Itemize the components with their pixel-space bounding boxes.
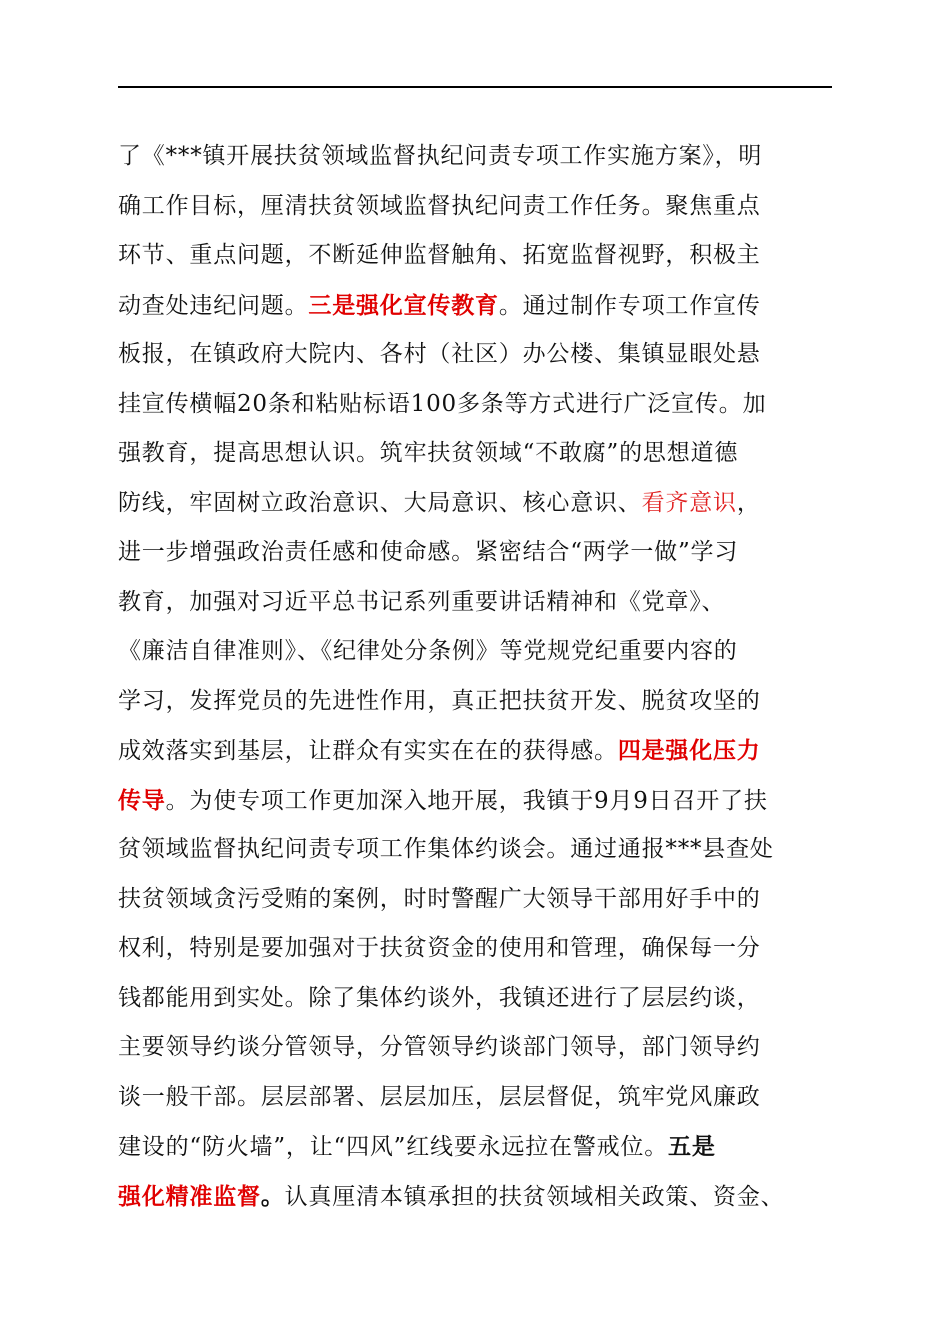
text-segment: 主要领导约谈分管领导，分管领导约谈部门领导，部门领导约: [118, 1034, 761, 1060]
text-line: [118, 578, 848, 628]
text-segment: 动查处违纪问题。: [118, 292, 309, 319]
text-line: [118, 974, 848, 1024]
text-line: [118, 825, 848, 875]
text-segment: 确工作目标，厘清扶贫领域监督执纪问责工作任务。聚焦重点: [118, 192, 761, 219]
highlight-segment: 五是: [668, 1133, 716, 1160]
text-segment: 贫领域监督执纪问责专项工作集体约谈会。通过通报***县查处: [118, 836, 774, 862]
text-line: [118, 776, 848, 826]
text-line: [118, 1122, 848, 1172]
text-segment: 扶贫领域贪污受贿的案例，时时警醒广大领导干部用好手中的: [118, 885, 761, 912]
highlight-segment: 强化精准监督: [118, 1182, 261, 1210]
body-text: [118, 132, 848, 1221]
text-segment: 板报，在镇政府大院内、各村（社区）办公楼、集镇显眼处悬: [118, 341, 761, 367]
text-line: [118, 132, 848, 182]
highlight-segment: 。: [260, 1182, 285, 1210]
text-line: [118, 330, 848, 380]
text-segment: 强教育，提高思想认识。筑牢扶贫领域“不敢腐”的思想道德: [118, 440, 739, 466]
text-segment: 钱都能用到实处。除了集体约谈外，我镇还进行了层层约谈，: [118, 984, 761, 1011]
text-line: [118, 875, 848, 925]
text-line: [118, 231, 848, 281]
header-rule: [118, 86, 832, 88]
text-segment: 挂宣传横幅20条和粘贴标语100多条等方式进行广泛宣传。加: [118, 390, 767, 417]
highlight-segment: 传导: [118, 786, 166, 814]
text-segment: 学习，发挥党员的先进性作用，真正把扶贫开发、脱贫攻坚的: [118, 687, 761, 714]
highlight-segment: 四是强化压力: [617, 737, 761, 764]
text-line: [118, 1172, 848, 1222]
text-segment: 认真厘清本镇承担的扶贫领域相关政策、资金、: [284, 1183, 785, 1210]
text-segment: 《廉洁自律准则》、《纪律处分条例》等党规党纪重要内容的: [118, 638, 738, 664]
text-segment: 建设的“防火墙”，让“四风”红线要永远拉在警戒位。: [118, 1134, 669, 1160]
text-line: [118, 677, 848, 727]
text-segment: 防线，牢固树立政治意识、大局意识、核心意识、: [118, 489, 642, 516]
text-segment: 权利，特别是要加强对于扶贫资金的使用和管理，确保每一分: [118, 935, 761, 961]
text-line: [118, 528, 848, 578]
highlight-segment: 看齐意识: [641, 489, 737, 516]
text-segment: ，: [736, 489, 761, 516]
highlight-segment: 三是强化宣传教育: [308, 291, 499, 319]
text-segment: 教育，加强对习近平总书记系列重要讲话精神和《党章》、: [118, 588, 726, 615]
text-line: [118, 429, 848, 479]
text-segment: 进一步增强政治责任感和使命感。紧密结合“两学一做”学习: [118, 539, 739, 565]
text-segment: 谈一般干部。层层部署、层层加压，层层督促，筑牢党风廉政: [118, 1083, 761, 1110]
text-segment: 成效落实到基层，让群众有实实在在的获得感。: [118, 738, 618, 764]
text-line: [118, 479, 848, 529]
text-line: [118, 281, 848, 331]
text-segment: 环节、重点问题，不断延伸监督触角、拓宽监督视野，积极主: [118, 242, 761, 268]
text-line: [118, 1023, 848, 1073]
text-segment: 。为使专项工作更加深入地开展，我镇于9月9日召开了扶: [165, 787, 768, 814]
text-line: [118, 182, 848, 232]
text-segment: 。通过制作专项工作宣传: [498, 292, 761, 319]
text-line: [118, 627, 848, 677]
text-line: [118, 1073, 848, 1123]
text-line: [118, 924, 848, 974]
text-line: [118, 726, 848, 776]
text-line: [118, 380, 848, 430]
text-segment: 了《***镇开展扶贫领域监督执纪问责专项工作实施方案》，明: [118, 143, 763, 169]
